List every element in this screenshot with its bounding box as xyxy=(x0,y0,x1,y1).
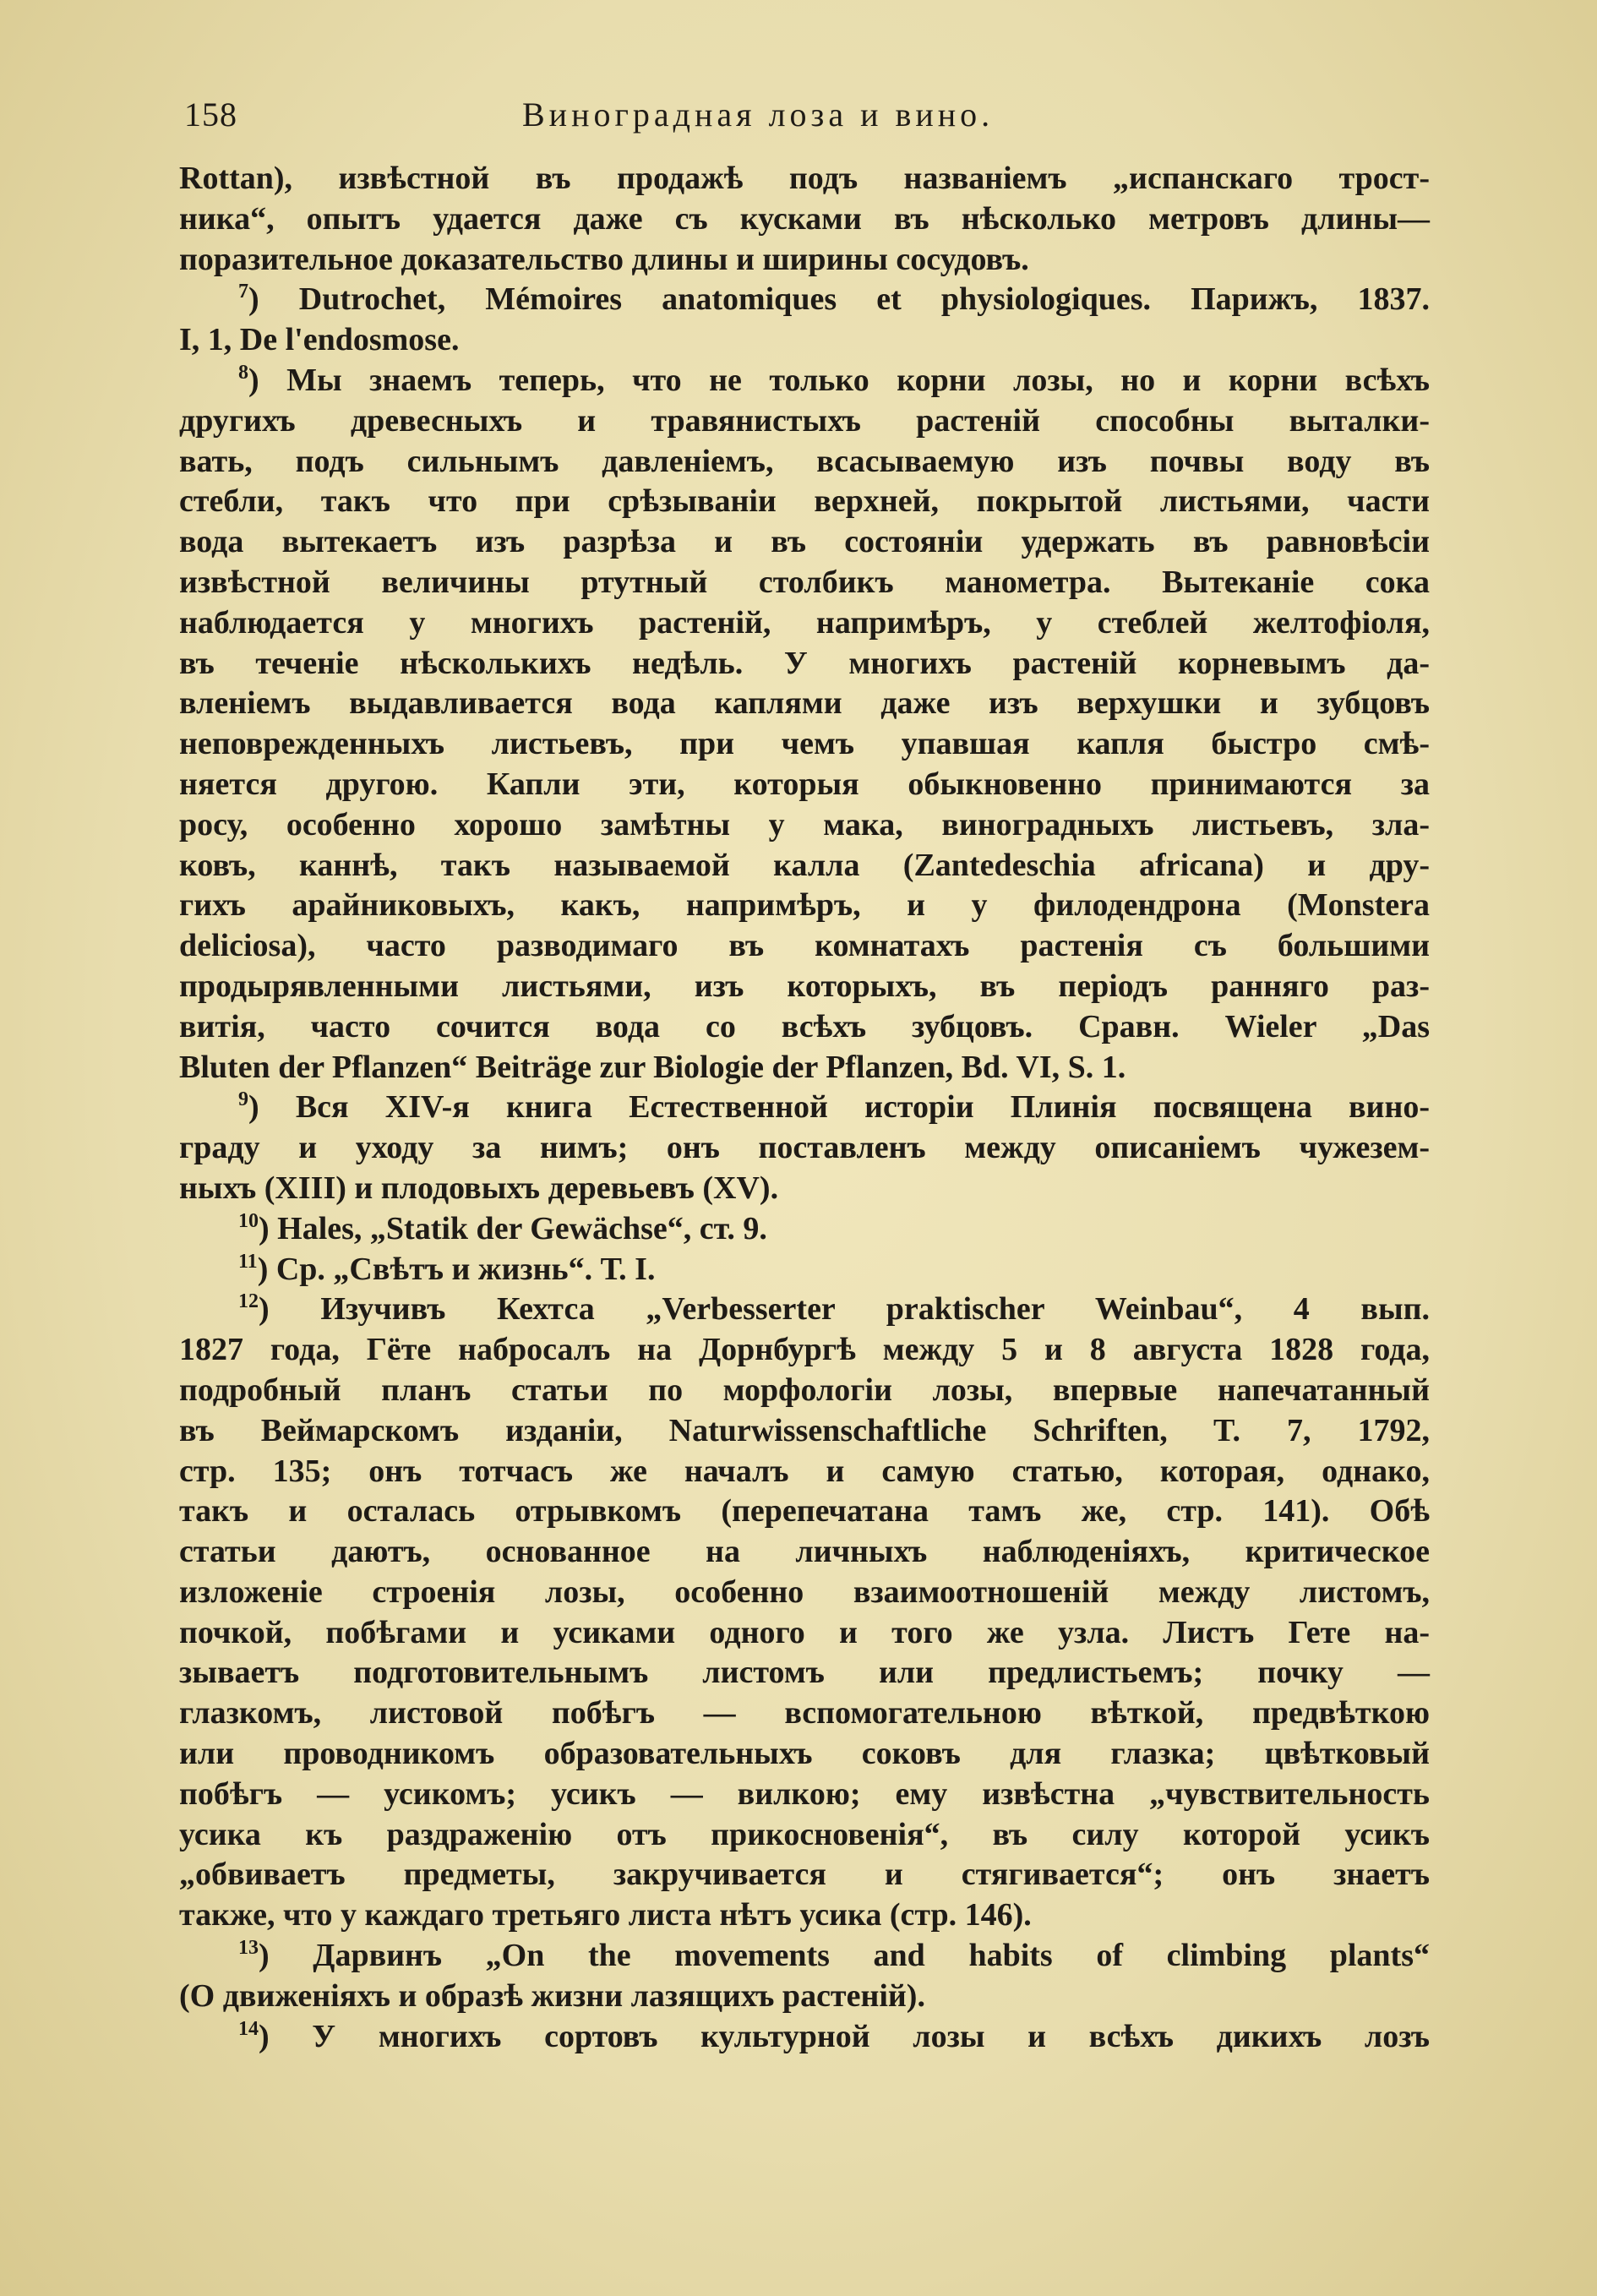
text-line xyxy=(179,563,1430,603)
text-line xyxy=(179,442,1430,483)
line-text: гихъ арайниковыхъ, какъ, напримѣръ, и у филодендрона (Monstera xyxy=(179,887,1430,924)
text-line xyxy=(179,886,1430,926)
footnote-marker: 10 xyxy=(238,1209,259,1232)
text-line xyxy=(179,1977,1430,2017)
line-text: въ теченіе нѣсколькихъ недѣль. У многихъ растеній корневымъ да- xyxy=(179,645,1430,681)
text-line xyxy=(179,522,1430,563)
text-line xyxy=(179,1048,1430,1088)
text-line xyxy=(179,1371,1430,1411)
line-text: няется другою. Капли эти, которыя обыкновенно принимаются за xyxy=(179,766,1430,802)
line-text: зываетъ подготовительнымъ листомъ или предлистьемъ; почку — xyxy=(179,1655,1430,1691)
line-text: подробный планъ статьи по морфологіи лозы, впервые напечатанный xyxy=(179,1372,1430,1408)
text-line xyxy=(179,1693,1430,1734)
footnote-start-line: $^{12}$) Изучивъ Кехтса „Verbesserter praktischer Weinbau“, 4 вып. xyxy=(238,1290,1431,1328)
footnote-marker: 8 xyxy=(238,361,248,384)
line-text: стр. 135; онъ тотчасъ же началъ и самую статью, которая, однако, xyxy=(179,1453,1430,1489)
text-line xyxy=(179,159,1430,199)
text-line xyxy=(179,1411,1430,1452)
text-line xyxy=(179,684,1430,724)
text-line xyxy=(179,1613,1430,1654)
line-text: другихъ древесныхъ и травянистыхъ растеній способны выталки- xyxy=(179,402,1430,439)
text-line xyxy=(179,1653,1430,1693)
page-number: 158 xyxy=(184,95,237,134)
line-text: Ср. „Свѣтъ и жизнь“. Т. I. xyxy=(275,1251,656,1287)
text-line xyxy=(179,1895,1430,1936)
text-line xyxy=(179,926,1430,967)
text-line xyxy=(179,1452,1430,1492)
line-text: статьи даютъ, основанное на личныхъ наблюденіяхъ, критическое xyxy=(179,1534,1430,1570)
text-line xyxy=(179,724,1430,765)
line-text: вленіемъ выдавливается вода каплями даже изъ верхушки и зубцовъ xyxy=(179,685,1430,722)
text-line xyxy=(179,1815,1430,1856)
line-text: граду и уходу за нимъ; онъ поставленъ между описаніемъ чужезем- xyxy=(179,1130,1430,1166)
line-text: наблюдается у многихъ растеній, напримѣръ, у стеблей желтофіоля, xyxy=(179,604,1430,641)
line-text: ныхъ (XIII) и плодовыхъ деревьевъ (XV). xyxy=(179,1170,779,1206)
line-text: такъ и осталась отрывкомъ (перепечатана тамъ же, стр. 141). Обѣ xyxy=(179,1493,1430,1530)
footnote-marker: 13 xyxy=(238,1937,259,1960)
line-text: (О движеніяхъ и образѣ жизни лазящихъ растеній). xyxy=(179,1977,925,2014)
text-line xyxy=(179,1330,1430,1371)
line-text: росу, особенно хорошо замѣтны у мака, виноградныхъ листьевъ, зла- xyxy=(179,806,1430,843)
line-text: Изучивъ Кехтса „Verbesserter praktischer Weinbau“, 4 вып. xyxy=(320,1291,1431,1328)
line-text: У многихъ сортовъ культурной лозы и всѣхъ дикихъ лозъ xyxy=(312,2018,1430,2054)
line-text: ника“, опытъ удается даже съ кусками въ нѣсколько метровъ длины— xyxy=(179,200,1430,237)
line-text: Hales, „Statik der Gewächse“, ст. 9. xyxy=(277,1210,767,1246)
line-text: 1827 года, Гёте набросалъ на Дорнбургѣ между 5 и 8 августа 1828 года, xyxy=(179,1332,1430,1368)
text-line xyxy=(179,482,1430,522)
footnote-marker: 14 xyxy=(238,2017,259,2040)
line-text: усика къ раздраженію отъ прикосновенія“, въ силу которой усикъ xyxy=(179,1816,1430,1852)
text-line xyxy=(179,644,1430,684)
line-text: deliciosa), часто разводимаго въ комнатахъ растенія съ большими xyxy=(179,928,1430,964)
text-line xyxy=(179,1573,1430,1613)
running-title: Виноградная лоза и вино. xyxy=(522,95,995,134)
text-line xyxy=(179,846,1430,886)
text-line xyxy=(179,401,1430,442)
line-text: также, что у каждаго третьяго листа нѣтъ усика (стр. 146). xyxy=(179,1897,1032,1933)
footnote-start-line: $^9$) Вся XIV-я книга Естественной исторіи Плинія посвящена вино- xyxy=(238,1088,1431,1126)
line-text: побѣгъ — усикомъ; усикъ — вилкою; ему извѣстна „чувствительность xyxy=(179,1775,1430,1812)
line-text: витія, часто сочится вода со всѣхъ зубцовъ. Сравн. Wieler „Das xyxy=(179,1008,1430,1044)
footnote-start-line: $^{14}$) У многихъ сортовъ культурной лозы и всѣхъ дикихъ лозъ xyxy=(238,2017,1430,2054)
footnote-start-line: $^7$) Dutrochet, Mémoires anatomiques et physiologiques. Парижъ, 1837. xyxy=(238,281,1430,318)
line-text: поразительное доказательство длины и ширины сосудовъ. xyxy=(179,241,1029,277)
text-line xyxy=(179,1169,1430,1209)
footnotes-body xyxy=(179,159,1430,2057)
footnote-marker: 11 xyxy=(238,1250,258,1273)
line-text: Dutrochet, Mémoires anatomiques et physiologiques. Парижъ, 1837. xyxy=(298,281,1430,318)
line-text: I, 1, De l'endosmose. xyxy=(179,322,460,358)
text-line xyxy=(179,240,1430,281)
text-line xyxy=(179,1128,1430,1169)
line-text: Мы знаемъ теперь, что не только корни лозы, но и корни всѣхъ xyxy=(286,362,1431,398)
line-text: Вся XIV-я книга Естественной исторіи Плинія посвящена вино- xyxy=(295,1089,1431,1126)
text-line xyxy=(179,765,1430,805)
line-text: извѣстной величины ртутный столбикъ манометра. Вытеканіе сока xyxy=(179,564,1430,600)
line-text: ковъ, каннѣ, такъ называемой калла (Zantedeschia africana) и дру- xyxy=(179,847,1430,883)
footnote-marker: 7 xyxy=(238,281,248,303)
line-text: въ Веймарскомъ изданіи, Naturwissenschaftliche Schriften, T. 7, 1792, xyxy=(179,1412,1430,1448)
footnote-start-line: $^{13}$) Дарвинъ „On the movements and habits of climbing plants“ xyxy=(238,1937,1431,1974)
footnote-marker: 12 xyxy=(238,1290,259,1313)
line-text: вода вытекаетъ изъ разрѣза и въ состояніи удержать въ равновѣсіи xyxy=(179,524,1430,560)
text-line xyxy=(179,805,1430,846)
text-line xyxy=(179,199,1430,240)
footnote-marker: 9 xyxy=(238,1088,248,1111)
line-text: или проводникомъ образовательныхъ соковъ для глазка; цвѣтковый xyxy=(179,1736,1430,1772)
line-text: неповрежденныхъ листьевъ, при чемъ упавшая капля быстро смѣ- xyxy=(179,726,1430,762)
footnote-start-line: $^{11}$) Ср. „Свѣтъ и жизнь“. Т. I. xyxy=(238,1250,656,1287)
line-text: почкой, побѣгами и усиками одного и того же узла. Листъ Гете на- xyxy=(179,1614,1430,1650)
text-line xyxy=(179,1775,1430,1815)
footnote-start-line: $^8$) Мы знаемъ теперь, что не только корни лозы, но и корни всѣхъ xyxy=(238,361,1431,398)
line-text: стебли, такъ что при срѣзываніи верхней, покрытой листьями, части xyxy=(179,483,1430,520)
text-line xyxy=(179,1855,1430,1895)
line-text: Rottan), извѣстной въ продажѣ подъ названіемъ „испанскаго трост- xyxy=(179,161,1430,196)
line-text: Дарвинъ „On the movements and habits of climbing plants“ xyxy=(313,1938,1431,1974)
line-text: глазкомъ, листовой побѣгъ — вспомогательною вѣткой, предвѣткою xyxy=(179,1695,1430,1732)
text-line xyxy=(179,1734,1430,1775)
running-head xyxy=(184,95,1426,145)
footnote-start-line: $^{10}$) Hales, „Statik der Gewächse“, ст. 9. xyxy=(238,1209,767,1246)
line-text: изложеніе строенія лозы, особенно взаимоотношеній между листомъ, xyxy=(179,1573,1430,1610)
line-text: Bluten der Pflanzen“ Beiträge zur Biologie der Pflanzen, Bd. VI, S. 1. xyxy=(179,1049,1126,1085)
text-line xyxy=(179,967,1430,1007)
text-line xyxy=(179,1007,1430,1048)
text-line xyxy=(179,603,1430,644)
line-text: вать, подъ сильнымъ давленіемъ, всасываемую изъ почвы воду въ xyxy=(179,443,1430,479)
text-line xyxy=(179,1532,1430,1573)
line-text: „обвиваетъ предметы, закручивается и стягивается“; онъ знаетъ xyxy=(179,1857,1430,1893)
line-text: продырявленными листьями, изъ которыхъ, въ періодъ ранняго раз- xyxy=(179,968,1430,1004)
text-line xyxy=(179,320,1430,361)
text-line xyxy=(179,1492,1430,1532)
